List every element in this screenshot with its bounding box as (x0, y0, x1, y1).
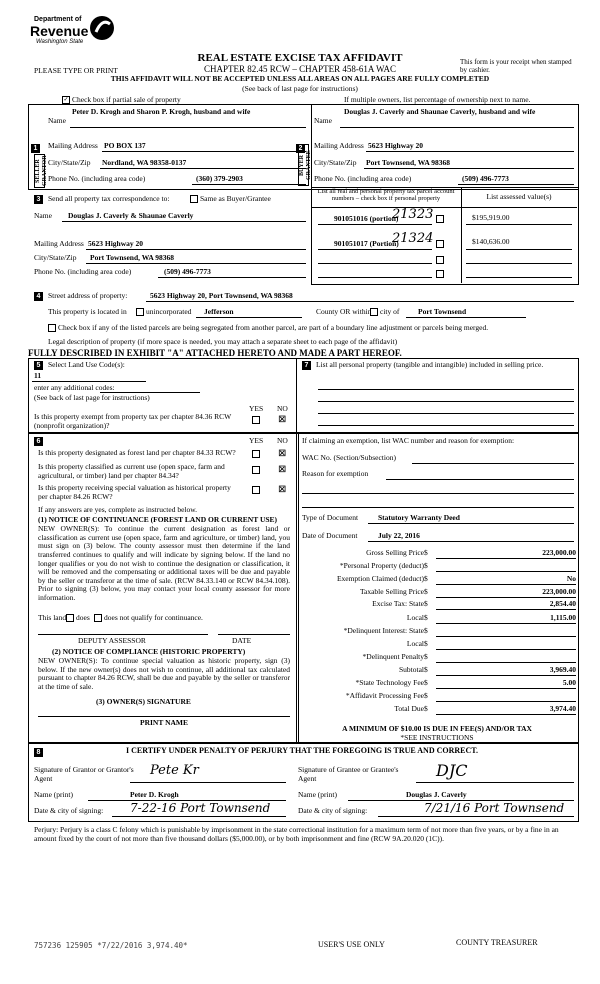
county-treasurer: COUNTY TREASURER (456, 938, 538, 947)
exempt-yes-checkbox[interactable] (252, 416, 260, 425)
parcel-2-number[interactable]: 901051017 (Portion) (334, 239, 399, 248)
legal-label: Legal description of property (if more space is needed, you may attach a separate sheet to each page of the affidavit) (48, 337, 398, 346)
partial-sale-label: Check box if partial sale of property (72, 95, 181, 104)
grantor-signature[interactable]: Pete Kr (150, 763, 199, 778)
notice-continuance-body: NEW OWNER(S): To continue the current designation as forest land or classification as current use (open space, farm and agriculture, or timber) land, you must sign on (3) below. The county assessor must then determine if the land transferred continues to qualify and will indicate by signing below. If the land no longer qualifies or you do not wish to continue the designation or classification, it will be removed and the compensating or additional taxes will be due and payable by the seller or transferor at the time of sale. (RCW 84.33.140 or RCW 84.34.108). Prior to signing (3) below, you may contact your local county assessor for more information. (38, 524, 290, 602)
form-chapter: CHAPTER 82.45 RCW – CHAPTER 458-61A WAC (204, 64, 396, 74)
same-as-buyer-label: Same as Buyer/Grantee (200, 194, 271, 203)
parcel-1-checkbox[interactable] (436, 215, 444, 224)
buyer-name[interactable]: Douglas J. Caverly and Shaunae Caverly, husband and wife (344, 107, 536, 116)
dollar-sign: $ (424, 626, 428, 635)
fee-penalty (296, 653, 576, 664)
seller-grantor-label: SELLER GRANTOR (35, 155, 48, 187)
fee-amount[interactable] (436, 562, 576, 572)
buyer-city[interactable]: Port Townsend, WA 98368 (366, 158, 451, 167)
city-of-checkbox[interactable] (370, 308, 378, 317)
parcel-2-handwritten: 21324 (392, 231, 434, 246)
logo-dept: Department of (34, 16, 82, 23)
no-header-6: NO (277, 436, 288, 445)
forest-no-checkbox[interactable]: ⊠ (278, 448, 287, 459)
dollar-sign: $ (424, 704, 428, 713)
buyer-grantee-label: BUYER GRANTEE (298, 144, 309, 186)
dollar-sign: $ (424, 691, 428, 700)
dollar-sign: $ (424, 561, 428, 570)
fee-amount[interactable]: 223,000.00 (436, 588, 576, 598)
unincorporated-label: unincorporated (146, 307, 192, 316)
grantor-date-city[interactable]: 7-22-16 Port Townsend (130, 801, 271, 815)
fee-amount[interactable]: 223,000.00 (436, 549, 576, 559)
corr-city[interactable]: Port Townsend, WA 98368 (90, 253, 175, 262)
county-label: County OR within (316, 307, 372, 316)
fee-processing (296, 692, 576, 703)
buyer-phone-label: Phone No. (including area code) (314, 174, 412, 183)
multi-owner-note: If multiple owners, list percentage of ownership next to name. (344, 95, 531, 104)
corr-name[interactable]: Douglas J. Caverly & Shaunae Caverly (68, 211, 194, 220)
dollar-sign: $ (424, 652, 428, 661)
grantee-name[interactable]: Douglas J. Caverly (406, 790, 467, 799)
city-of-label: city of (380, 307, 400, 316)
current-use-yes-checkbox[interactable] (252, 466, 260, 475)
fee-subtotal (296, 666, 576, 677)
fee-label: *Delinquent Interest: State (343, 626, 424, 635)
yes-header-5: YES (249, 404, 264, 413)
historic-no-checkbox[interactable]: ⊠ (278, 484, 287, 495)
grantee-sig-label: Signature of Grantee or Grantee's Agent (298, 765, 399, 783)
land-use-see-back: (See back of last page for instructions) (34, 393, 150, 402)
dollar-sign: $ (424, 639, 428, 648)
legal-description[interactable]: FULLY DESCRIBED IN EXHIBIT "A" ATTACHED HERETO AND MADE A PART HEREOF. (28, 348, 402, 358)
deputy-assessor-label: DEPUTY ASSESSOR (78, 636, 146, 645)
buyer-mailing-label: Mailing Address (314, 141, 364, 150)
section-7-number: 7 (302, 361, 311, 370)
corr-phone-label: Phone No. (including area code) (34, 267, 132, 276)
perjury-note: Perjury: Perjury is a class C felony which is punishable by imprisonment in the state correctional institution for a maximum term of not more than five years, or by a fine in an amount fixed by the court of not more than five thousand dollars ($5,000.00), or by both imprisonment and fine (RCW 9A.20.020 (1C)). (34, 825, 559, 843)
street-label: Street address of property: (48, 291, 128, 300)
forest-question: Is this property designated as forest land per chapter 84.33 RCW? (38, 448, 236, 457)
grantee-date-label: Date & city of signing: (298, 806, 368, 815)
dollar-sign: $ (424, 665, 428, 674)
fee-amount[interactable] (436, 692, 576, 702)
fee-amount[interactable]: 3,969.40 (436, 666, 576, 676)
fee-label: Taxable Selling Price (359, 587, 424, 596)
personal-property-label: List all personal property (tangible and intangible) included in selling price. (316, 360, 544, 369)
certify-statement: I CERTIFY UNDER PENALTY OF PERJURY THAT THE FOREGOING IS TRUE AND CORRECT. (126, 746, 479, 755)
notice-compliance-body: NEW OWNER(S): To continue special valuation as historic property, sign (3) below. If the new owner(s) does not wish to continue, all additional tax calculated pursuant to chapter 84.26 RCW, shall be due and payable by the seller or transferor at the time of sale. (38, 656, 290, 691)
logo-emblem-icon (88, 14, 118, 42)
fee-interest-state (296, 627, 576, 638)
no-header-5: NO (277, 404, 288, 413)
doc-type-label: Type of Document (302, 513, 359, 522)
section-6-number: 6 (34, 437, 43, 446)
seller-city[interactable]: Nordland, WA 98358-0137 (102, 158, 187, 167)
grantee-name-label: Name (print) (298, 790, 337, 799)
fee-label: Exemption Claimed (deduct) (336, 574, 424, 583)
parcel-4-checkbox[interactable] (436, 270, 444, 279)
fee-total (296, 705, 576, 716)
minimum-note: A MINIMUM OF $10.00 IS DUE IN FEE(S) AND/OR TAX (342, 724, 532, 733)
cashier-stamp: 757236 125905 *7/22/2016 3,974.40* (34, 941, 188, 950)
doc-type[interactable]: Statutory Warranty Deed (378, 513, 460, 522)
unincorporated-checkbox[interactable] (136, 308, 144, 317)
corr-phone[interactable]: (509) 496-7773 (164, 267, 211, 276)
fee-exemption (296, 575, 576, 586)
grantee-signature[interactable]: DJC (436, 761, 468, 780)
fee-amount[interactable]: 3,974.40 (436, 705, 576, 715)
yes-header-6: YES (249, 436, 264, 445)
seller-phone[interactable]: (360) 379-2903 (196, 174, 243, 183)
city-value[interactable]: Port Townsend (418, 307, 467, 316)
section-5-number: 5 (34, 361, 43, 370)
dollar-sign: $ (424, 678, 428, 687)
current-use-no-checkbox[interactable]: ⊠ (278, 464, 287, 475)
owner-signature-label: (3) OWNER(S) SIGNATURE (96, 697, 191, 706)
fee-label: *Affidavit Processing Fee (345, 691, 424, 700)
corr-city-label: City/State/Zip (34, 253, 77, 262)
does-not-label: does not qualify for continuance. (104, 613, 203, 622)
fee-label: Total Due (394, 704, 424, 713)
buyer-name-label: Name (314, 116, 332, 125)
parcel-2-value[interactable]: $140,636.00 (472, 237, 510, 246)
section-4-number: 4 (34, 292, 43, 301)
logo-state: Washington State (36, 39, 84, 45)
corr-mailing-label: Mailing Address (34, 239, 84, 248)
does-label: does (76, 613, 90, 622)
fee-label: Gross Selling Price (366, 548, 424, 557)
parcel-1-handwritten: 21323 (392, 207, 434, 222)
section-1-number: 1 (31, 144, 40, 153)
grantor-name-label: Name (print) (34, 790, 73, 799)
wac-label: WAC No. (Section/Subsection) (302, 453, 396, 462)
grantor-date-label: Date & city of signing: (34, 806, 104, 815)
land-use-code[interactable]: 11 (34, 371, 42, 380)
section-2-number: 2 (296, 144, 305, 153)
parcel-2-checkbox[interactable] (436, 240, 444, 249)
parcel-1-number[interactable]: 901051016 (portion) (334, 214, 399, 223)
form-title: REAL ESTATE EXCISE TAX AFFIDAVIT (197, 52, 403, 64)
located-label: This property is located in (48, 307, 127, 316)
additional-codes-label: enter any additional codes: (34, 383, 115, 392)
corr-mailing[interactable]: 5623 Highway 20 (88, 239, 144, 248)
same-as-buyer-checkbox[interactable] (190, 195, 198, 204)
seller-name[interactable]: Peter D. Krogh and Sharon P. Krogh, husband and wife (72, 107, 251, 116)
user-only: USER'S USE ONLY (318, 940, 385, 949)
does-checkbox[interactable] (66, 614, 74, 623)
logo-name: Revenue (30, 23, 89, 39)
buyer-city-label: City/State/Zip (314, 158, 357, 167)
doc-date[interactable]: July 22, 2016 (378, 531, 420, 540)
seller-phone-label: Phone No. (including area code) (48, 174, 146, 183)
buyer-mailing[interactable]: 5623 Highway 20 (368, 141, 424, 150)
parcel-3-checkbox[interactable] (436, 256, 444, 265)
seller-mailing-label: Mailing Address (48, 141, 98, 150)
fee-amount[interactable] (436, 627, 576, 637)
county-value[interactable]: Jefferson (204, 307, 234, 316)
revenue-logo (28, 14, 128, 50)
fee-amount[interactable]: 2,854.40 (436, 600, 576, 610)
forest-yes-checkbox[interactable] (252, 450, 260, 459)
date-label-6: DATE (232, 636, 252, 645)
fee-excise-state (296, 600, 576, 611)
current-use-question: Is this property classified as current use (open space, farm and agricultural, or timber) land per chapter 84.34? (38, 462, 225, 480)
fee-amount[interactable] (436, 640, 576, 650)
parcel-1-value[interactable]: $195,919.00 (472, 213, 510, 222)
fee-amount[interactable] (436, 653, 576, 663)
fee-label: *State Technology Fee (355, 678, 424, 687)
form-warning: THIS AFFIDAVIT WILL NOT BE ACCEPTED UNLESS ALL AREAS ON ALL PAGES ARE FULLY COMPLETED (110, 74, 490, 83)
fee-amount[interactable]: 1,115.00 (436, 614, 576, 624)
section-3-number: 3 (34, 195, 43, 204)
segregated-checkbox[interactable] (48, 324, 56, 333)
fee-personal-property (296, 562, 576, 573)
this-land-label: This land (38, 613, 67, 622)
seller-city-label: City/State/Zip (48, 158, 91, 167)
dollar-sign: $ (424, 599, 428, 608)
please-type: PLEASE TYPE OR PRINT (34, 66, 118, 75)
corr-name-label: Name (34, 211, 52, 220)
fee-taxable (296, 588, 576, 599)
notice-compliance-title: (2) NOTICE OF COMPLIANCE (HISTORIC PROPERTY) (52, 647, 246, 656)
fee-label: *Personal Property (deduct) (339, 561, 424, 570)
dollar-sign: $ (424, 613, 428, 622)
receipt-note: This form is your receipt when stamped by cashier. (460, 58, 572, 75)
seller-name-label: Name (48, 116, 66, 125)
fee-label: Local (406, 639, 424, 648)
exempt-question: Is this property exempt from property tax per chapter 84.36 RCW (nonprofit organization)? (34, 412, 232, 430)
grantor-sig-label: Signature of Grantor or Grantor's Agent (34, 765, 134, 783)
fee-amount[interactable]: No (436, 575, 576, 585)
section-8-number: 8 (34, 748, 43, 757)
if-yes-note: If any answers are yes, complete as instructed below. (38, 505, 198, 514)
historic-question: Is this property receiving special valuation as historical property per chapter 84.26 RCW? (38, 483, 231, 501)
does-not-checkbox[interactable] (94, 614, 102, 623)
fee-gross (296, 549, 576, 560)
fee-label: *Delinquent Penalty (362, 652, 424, 661)
fee-excise-local (296, 614, 576, 625)
exempt-no-checkbox[interactable]: ⊠ (278, 414, 287, 425)
street-address[interactable]: 5623 Highway 20, Port Townsend, WA 98368 (150, 291, 293, 300)
parcels-header: List all real and personal property tax parcel account numbers – check box if personal property (317, 188, 455, 203)
grantee-date-city[interactable]: 7/21/16 Port Townsend (424, 801, 565, 815)
assessed-header: List assessed value(s) (486, 192, 552, 201)
notice-continuance-title: (1) NOTICE OF CONTINUANCE (FOREST LAND OR CURRENT USE) (38, 515, 278, 524)
fee-label: Excise Tax: State (372, 599, 424, 608)
see-back: (See back of last page for instructions) (242, 84, 358, 93)
fee-technology (296, 679, 576, 690)
fee-label: Subtotal (398, 665, 424, 674)
exemption-label: If claiming an exemption, list WAC number and reason for exemption: (302, 436, 515, 445)
land-use-label: Select Land Use Code(s): (48, 360, 125, 369)
dollar-sign: $ (424, 548, 428, 557)
grantor-name[interactable]: Peter D. Krogh (130, 790, 179, 799)
dollar-sign: $ (424, 587, 428, 596)
reason-label: Reason for exemption (302, 469, 369, 478)
segregated-label: Check box if any of the listed parcels are being segregated from another parcel, are part of a boundary line adjustment or parcels being merged. (58, 323, 489, 332)
correspondence-label: Send all property tax correspondence to: (48, 194, 170, 203)
fee-interest-local (296, 640, 576, 651)
seller-mailing[interactable]: PO BOX 137 (104, 141, 146, 150)
buyer-phone[interactable]: (509) 496-7773 (462, 174, 509, 183)
partial-sale-checkbox[interactable]: ✓ (63, 97, 69, 104)
doc-date-label: Date of Document (302, 531, 358, 540)
fee-amount[interactable]: 5.00 (436, 679, 576, 689)
print-name-label: PRINT NAME (140, 718, 188, 727)
see-instructions: *SEE INSTRUCTIONS (400, 733, 474, 742)
fee-label: Local (406, 613, 424, 622)
dollar-sign: $ (424, 574, 428, 583)
historic-yes-checkbox[interactable] (252, 486, 260, 495)
